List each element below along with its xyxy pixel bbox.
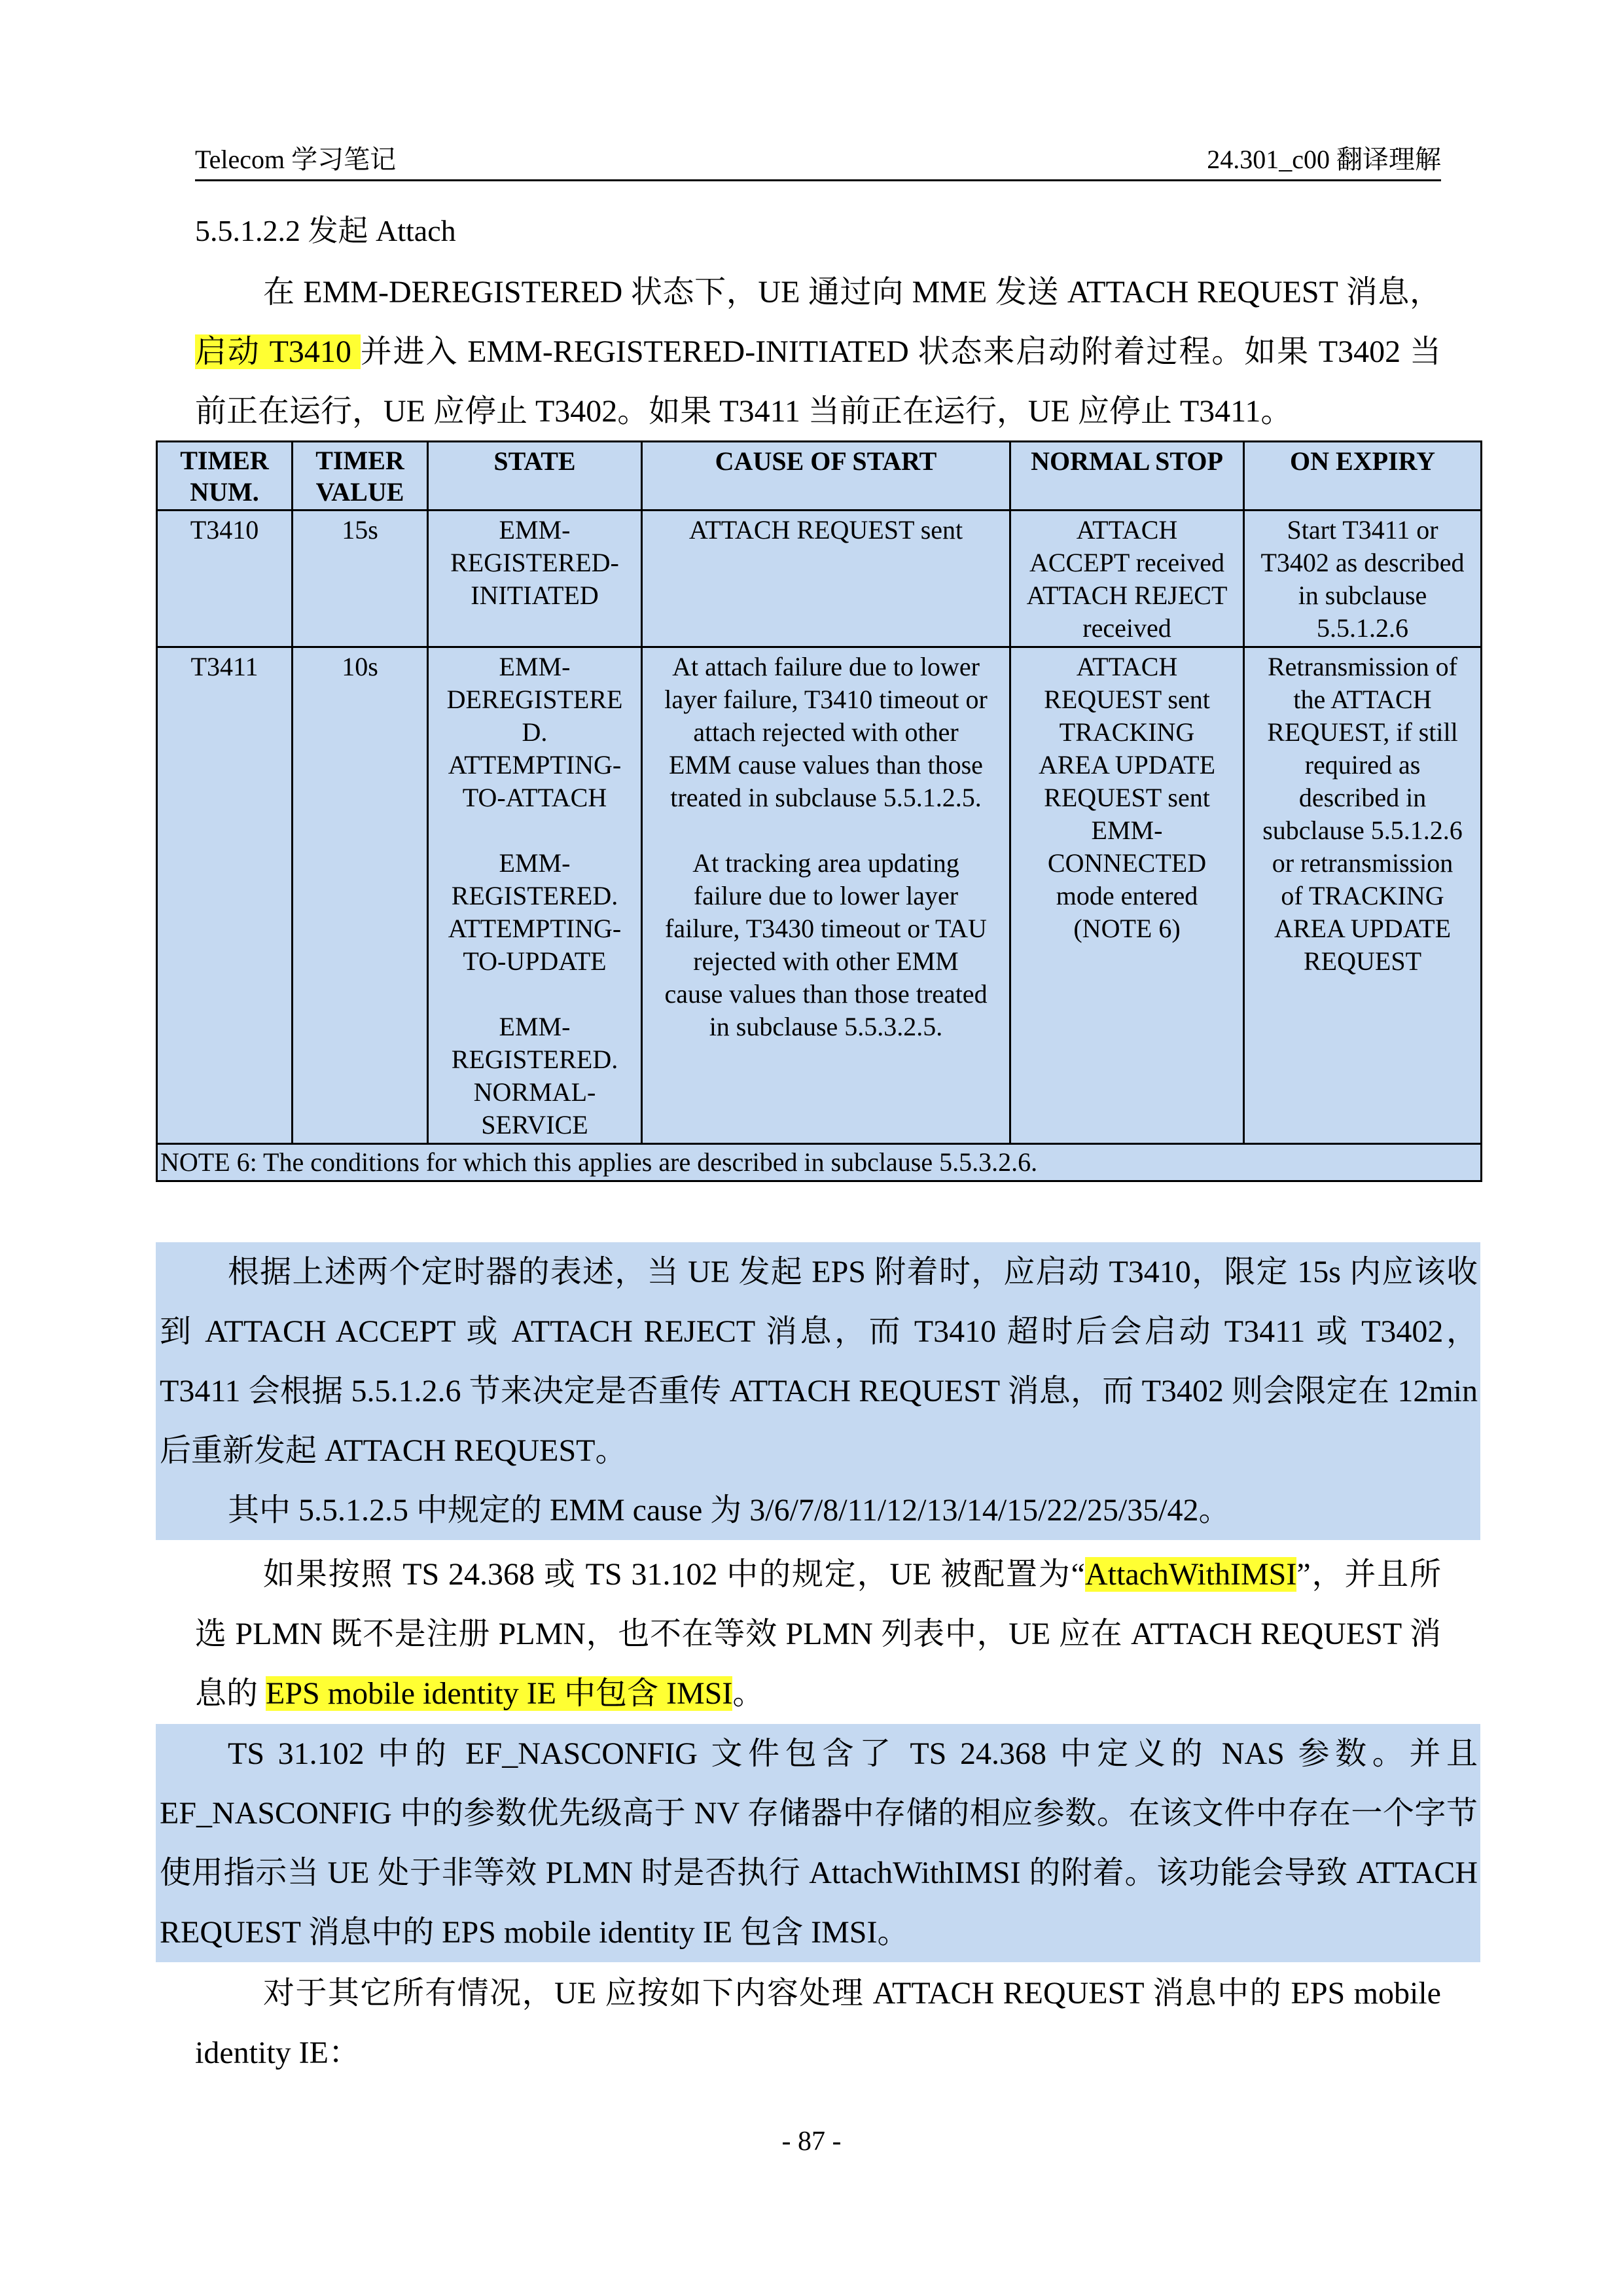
normal-stop-cell	[1010, 511, 1244, 647]
cell-line: EMM-	[499, 652, 571, 681]
header-left-title: Telecom 学习笔记	[195, 145, 397, 174]
cell-line: Start T3411 or	[1287, 515, 1438, 545]
cell-line: failure, T3430 timeout or TAU	[665, 914, 987, 943]
cell-line: the ATTACH	[1293, 685, 1432, 714]
timer-value-cell: 10s	[293, 647, 428, 1144]
intro-text-2: 并进入 EMM-REGISTERED-INITIATED 状态来启动附着过程。如果 T3402 当前正在运行，UE 应停止 T3402。如果 T3411 当前正在运行，UE 应停止 T3411。	[195, 334, 1441, 429]
other-cases-paragraph	[195, 1964, 1441, 2083]
table-note-row	[157, 1144, 1482, 1181]
page-number: - 87 -	[781, 2126, 842, 2157]
para2-highlight-2: EPS mobile identity IE 中包含 IMSI	[266, 1676, 733, 1711]
cell-line: ATTACH	[1076, 652, 1178, 681]
header-timer-value: TIMER VALUE	[293, 442, 428, 511]
cell-line: AREA UPDATE	[1038, 750, 1216, 780]
cell-line: REGISTERED-	[450, 548, 619, 577]
cell-line: REQUEST sent	[1044, 685, 1210, 714]
para2-text-3: 。	[732, 1676, 764, 1711]
cell-line: ATTEMPTING-	[448, 750, 622, 780]
cell-line: EMM-	[1091, 816, 1163, 845]
cause-cell	[642, 511, 1010, 647]
attach-with-imsi-paragraph	[195, 1545, 1441, 1723]
note-block-1	[156, 1242, 1480, 1540]
cell-line: NORMAL-	[473, 1077, 596, 1107]
cell-line: D.	[522, 717, 548, 747]
cell-line: subclause 5.5.1.2.6	[1262, 816, 1463, 845]
cell-line	[644, 814, 1008, 847]
cell-line: layer failure, T3410 timeout or	[664, 685, 988, 714]
cell-line: TO-ATTACH	[462, 783, 607, 812]
cell-line: EMM-	[499, 515, 571, 545]
cell-line: (NOTE 6)	[1073, 914, 1181, 943]
cell-line: in subclause	[1298, 581, 1427, 610]
table-row	[157, 647, 1482, 1144]
section-title: 5.5.1.2.2 发起 Attach	[195, 214, 456, 247]
intro-text-1: 在 EMM-DEREGISTERED 状态下，UE 通过向 MME 发送 ATTACH REQUEST 消息，	[263, 275, 1441, 310]
cell-line: treated in subclause 5.5.1.2.5.	[670, 783, 982, 812]
cell-line: INITIATED	[471, 581, 599, 610]
cell-line: EMM-	[499, 848, 571, 878]
cell-line: ACCEPT received	[1029, 548, 1225, 577]
cell-line: mode entered	[1056, 881, 1198, 910]
timer-table	[156, 440, 1482, 1182]
page-header	[195, 136, 1441, 181]
header-normal-stop: NORMAL STOP	[1010, 442, 1244, 511]
cell-line: described in	[1298, 783, 1427, 812]
cell-line: ATTACH REQUEST sent	[688, 515, 963, 545]
cell-line: received	[1082, 613, 1171, 643]
cell-line: AREA UPDATE	[1274, 914, 1452, 943]
note-block-2	[156, 1724, 1480, 1962]
cell-line: TO-UPDATE	[463, 946, 607, 976]
header-on-expiry: ON EXPIRY	[1244, 442, 1482, 511]
note1-paragraph-2: 其中 5.5.1.2.5 中规定的 EMM cause 为 3/6/7/8/11/12/13/14/15/22/25/35/42。	[228, 1493, 1230, 1528]
cell-line: 5.5.1.2.6	[1317, 613, 1408, 643]
cell-line: REGISTERED.	[451, 1045, 618, 1074]
cell-line: failure due to lower layer	[693, 881, 959, 910]
cell-line: required as	[1304, 750, 1421, 780]
timer-value-cell: 15s	[293, 511, 428, 647]
table-row	[157, 511, 1482, 647]
cell-line: REQUEST, if still	[1267, 717, 1458, 747]
cell-line: SERVICE	[481, 1110, 588, 1139]
cell-line: REQUEST	[1304, 946, 1421, 976]
cell-line: ATTACH REJECT	[1026, 581, 1228, 610]
cell-line: EMM cause values than those	[669, 750, 983, 780]
header-timer-num: TIMER NUM.	[157, 442, 293, 511]
cell-line: TRACKING	[1059, 717, 1195, 747]
cell-line: DEREGISTERE	[446, 685, 623, 714]
table-header-row	[157, 442, 1482, 511]
timer-num-cell: T3410	[157, 511, 293, 647]
cell-line	[430, 814, 639, 847]
on-expiry-cell	[1244, 511, 1482, 647]
header-cause-of-start: CAUSE OF START	[642, 442, 1010, 511]
normal-stop-cell	[1010, 647, 1244, 1144]
cell-line: rejected with other EMM	[693, 946, 959, 976]
cell-line: T3402 as described	[1260, 548, 1465, 577]
state-cell	[428, 511, 642, 647]
cell-line: ATTACH	[1076, 515, 1178, 545]
cell-line: At attach failure due to lower	[672, 652, 980, 681]
cell-line: At tracking area updating	[692, 848, 959, 878]
table-note: NOTE 6: The conditions for which this applies are described in subclause 5.5.3.2.6.	[157, 1144, 1482, 1181]
para3-text: 对于其它所有情况，UE 应按如下内容处理 ATTACH REQUEST 消息中的 EPS mobile identity IE：	[195, 1976, 1441, 2070]
cell-line: REGISTERED.	[451, 881, 618, 910]
para2-highlight-1: AttachWithIMSI	[1084, 1557, 1297, 1592]
header-right-title: 24.301_c00 翻译理解	[1207, 145, 1441, 174]
para2-text-1: 如果按照 TS 24.368 或 TS 31.102 中的规定，UE 被配置为“	[263, 1557, 1085, 1592]
cell-line: in subclause 5.5.3.2.5.	[709, 1012, 943, 1041]
on-expiry-cell	[1244, 647, 1482, 1144]
cell-line: or retransmission	[1272, 848, 1454, 878]
cause-cell	[642, 647, 1010, 1144]
cell-line	[430, 978, 639, 1011]
cell-line: attach rejected with other	[693, 717, 959, 747]
intro-paragraph	[195, 262, 1441, 441]
para2-text-2: ”，并且所选 PLMN 既不是注册 PLMN，也不在等效 PLMN 列表中，UE 应在 ATTACH REQUEST 消息的	[195, 1557, 1441, 1711]
cell-line: REQUEST sent	[1044, 783, 1210, 812]
cell-line: CONNECTED	[1047, 848, 1207, 878]
note2-paragraph: TS 31.102 中的 EF_NASCONFIG 文件包含了 TS 24.368 中定义的 NAS 参数。并且 EF_NASCONFIG 中的参数优先级高于 NV 存储器中存储的相应参数。在该文件中存在一个字节使用指示当 UE 处于非等效 PLMN 时是否执行 AttachWithIMSI 的附着。该功能会导致 ATTACH REQUEST 消息中的 EPS mobile identity IE 包含 IMSI。	[160, 1736, 1478, 1950]
cell-line: of TRACKING	[1281, 881, 1444, 910]
cell-line: ATTEMPTING-	[448, 914, 622, 943]
intro-highlight: 启动 T3410	[195, 334, 361, 369]
cell-line: cause values than those treated	[664, 979, 988, 1009]
cell-line: Retransmission of	[1268, 652, 1457, 681]
state-cell	[428, 647, 642, 1144]
header-state: STATE	[428, 442, 642, 511]
cell-line: EMM-	[499, 1012, 571, 1041]
timer-num-cell: T3411	[157, 647, 293, 1144]
note1-paragraph-1: 根据上述两个定时器的表述，当 UE 发起 EPS 附着时，应启动 T3410，限定 15s 内应该收到 ATTACH ACCEPT 或 ATTACH REJECT 消息，而 T3410 超时后会启动 T3411 或 T3402，T3411 会根据 5.5.1.2.6 节来决定是否重传 ATTACH REQUEST 消息，而 T3402 则会限定在 12min 后重新发起 ATTACH REQUEST。	[160, 1255, 1478, 1468]
